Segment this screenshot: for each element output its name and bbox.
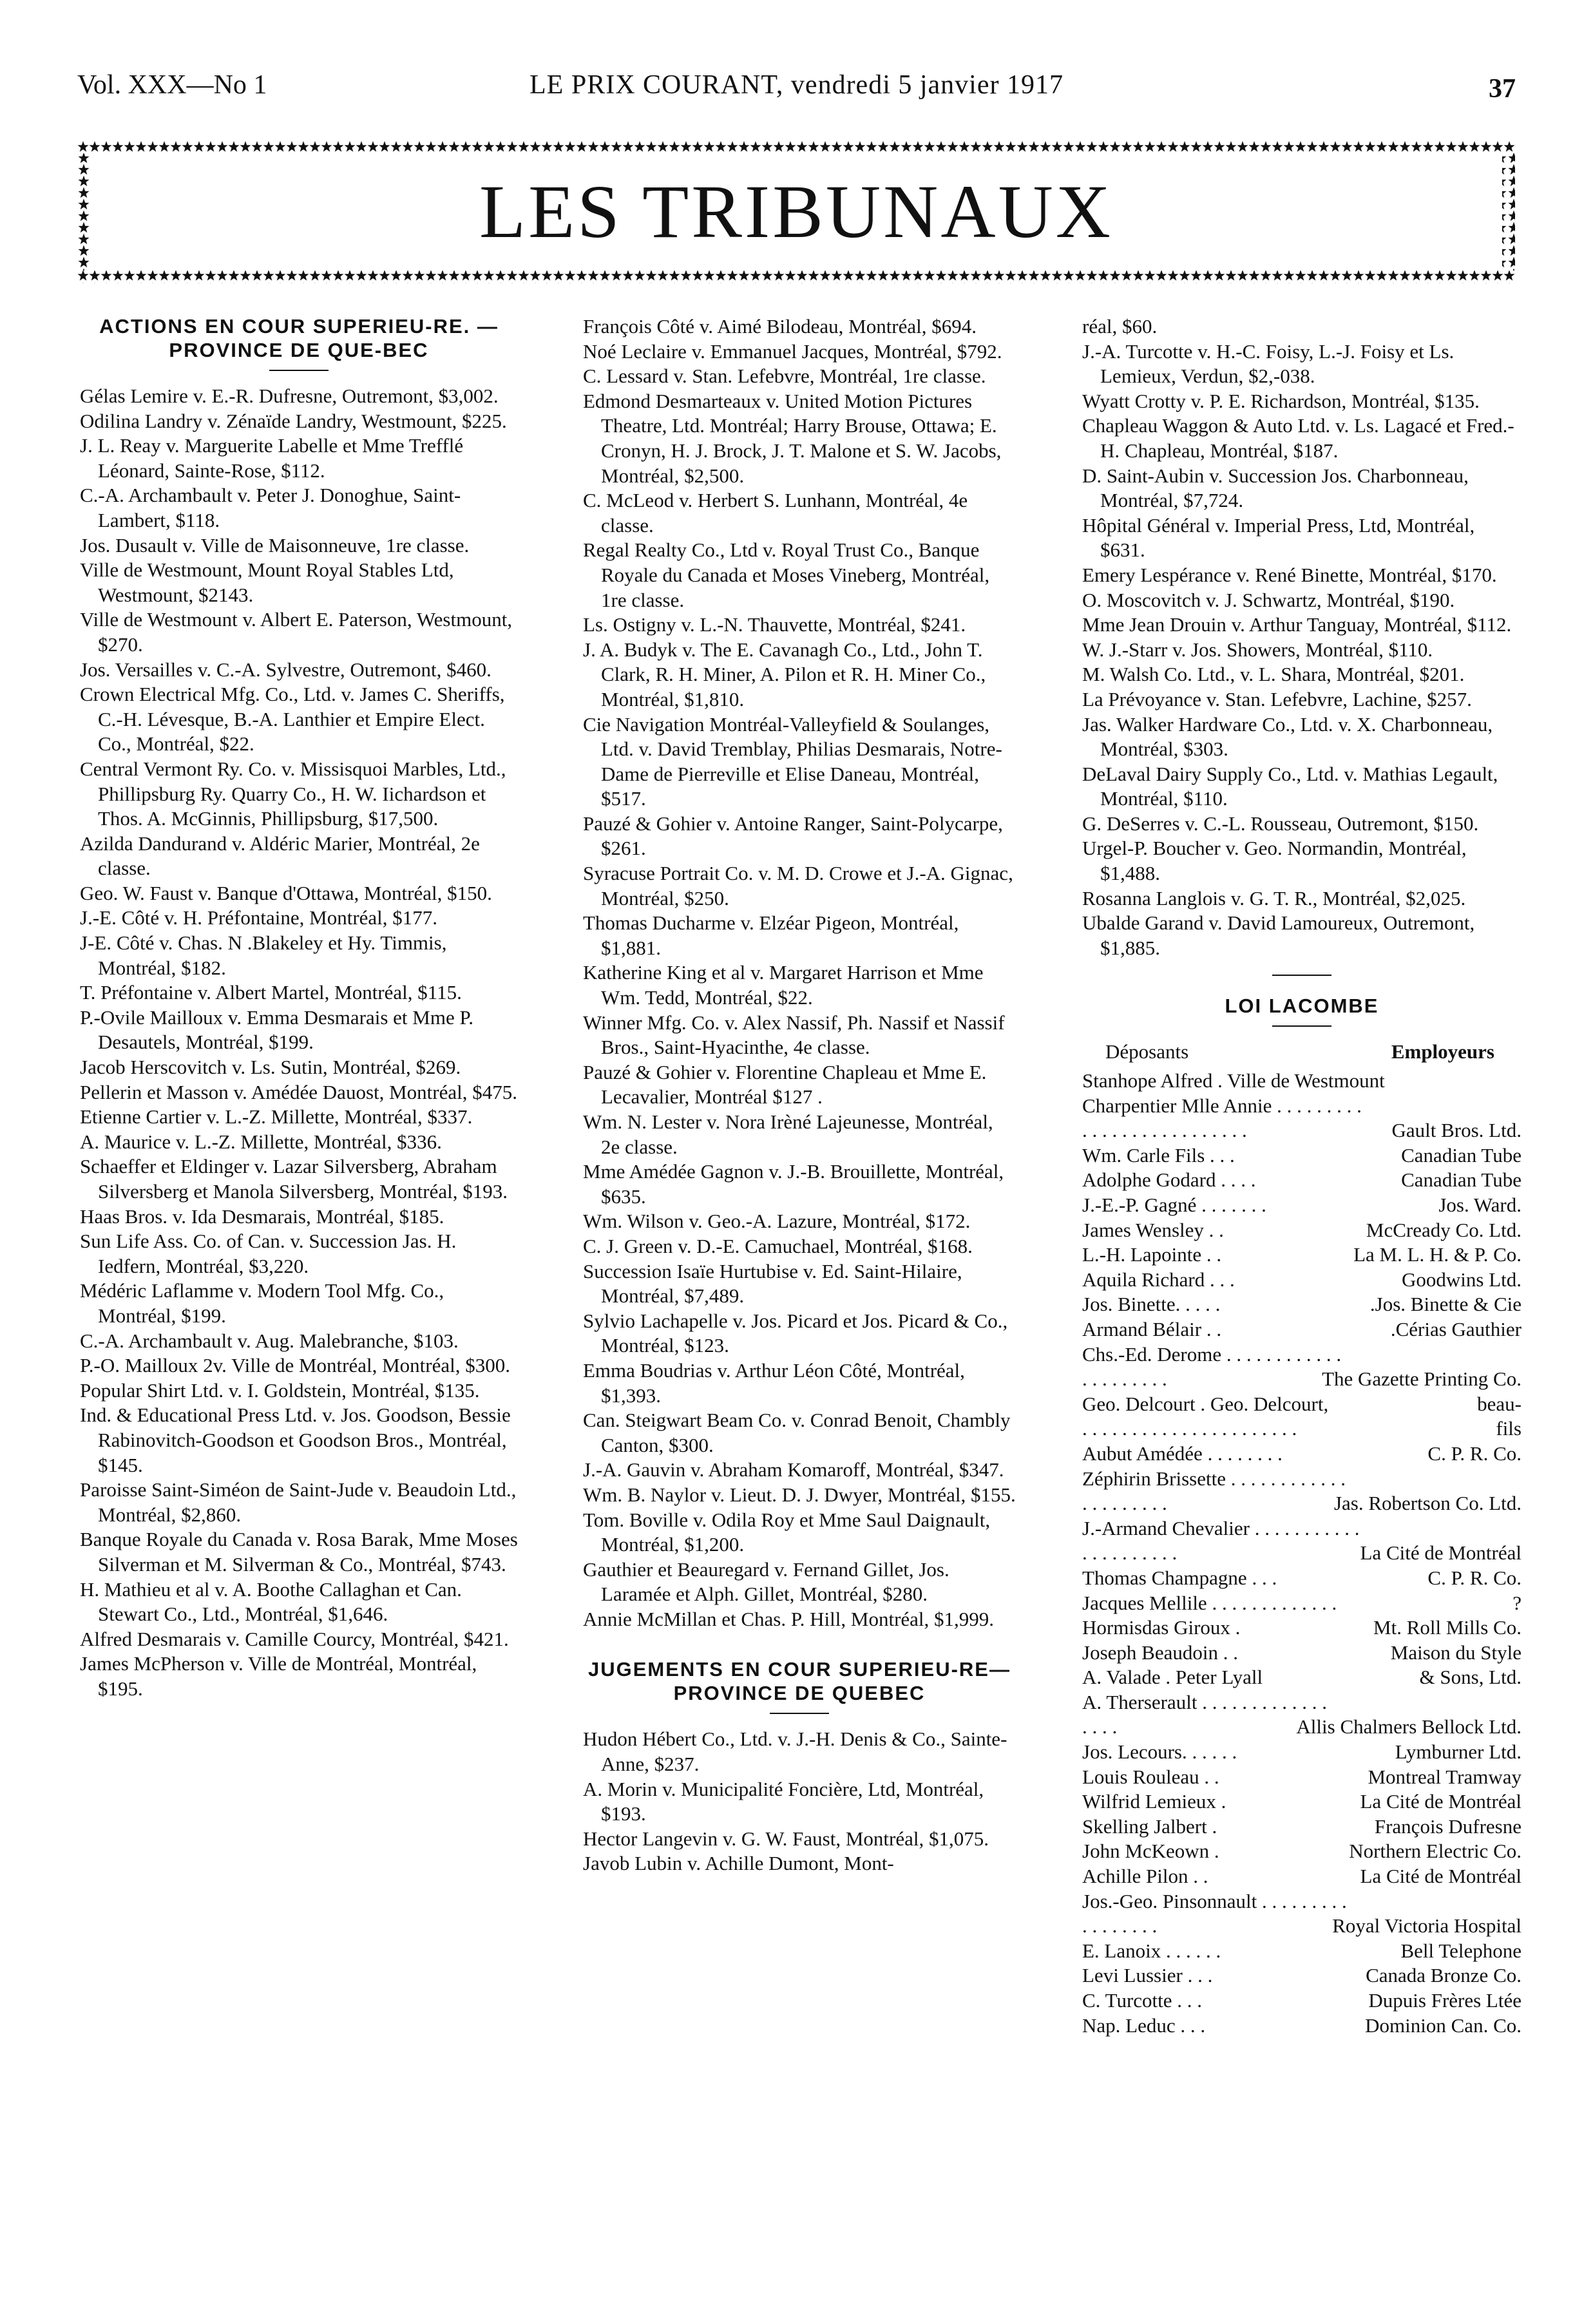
court-entry: Azilda Dandurand v. Aldéric Marier, Montréal, 2e classe.: [80, 832, 480, 880]
employeur-name: & Sons, Ltd.: [1419, 1666, 1521, 1689]
deposant-name: Joseph Beaudoin . .: [1082, 1641, 1238, 1664]
court-entry: Ind. & Educational Press Ltd. v. Jos. Goodson, Bessie Rabinovitch-Goodson et Goodson Bros., Montréal, $145.: [80, 1404, 511, 1476]
court-entry: Jacob Herscovitch v. Ls. Sutin, Montréal, $269.: [80, 1056, 461, 1079]
court-entry: Emery Lespérance v. René Binette, Montréal, $170.: [1082, 563, 1497, 586]
employeur-name: .Jos. Binette & Cie: [1369, 1293, 1521, 1316]
deposant-name: . . . . . . . . .: [1082, 1492, 1167, 1515]
deposant-name: Aubut Amédée . . . . . . . .: [1082, 1442, 1283, 1465]
court-entry: Mme Jean Drouin v. Arthur Tanguay, Montréal, $112.: [1082, 613, 1512, 636]
court-entry: Ubalde Garand v. David Lamoureux, Outremont, $1,885.: [1082, 911, 1475, 959]
loi-lacombe-heading: LOI LACOMBE: [1225, 995, 1379, 1018]
deposant-name: Hormisdas Giroux .: [1082, 1616, 1241, 1639]
employeur-name: La M. L. H. & P. Co.: [1353, 1243, 1521, 1266]
col3-jugement-entries: [1082, 314, 1521, 960]
court-entry: Annie McMillan et Chas. P. Hill, Montréal, $1,999.: [583, 1607, 995, 1630]
court-entry: Popular Shirt Ltd. v. I. Goldstein, Montréal, $135.: [80, 1378, 480, 1402]
deposant-name: L.-H. Lapointe . .: [1082, 1243, 1222, 1266]
deposant-name: Thomas Champagne . . .: [1082, 1566, 1277, 1589]
court-entry: James McPherson v. Ville de Montréal, Montréal, $195.: [80, 1652, 477, 1700]
court-entry: Ls. Ostigny v. L.-N. Thauvette, Montréal, $241.: [583, 613, 966, 636]
court-entry: Edmond Desmarteaux v. United Motion Pictures Theatre, Ltd. Montréal; Harry Brouse, Ottawa; E. Cronyn, H. J. Brock, J. T. Malone et S. W. Jacobs, Montréal, $2,500.: [583, 389, 1002, 487]
heading-rule: [1272, 1025, 1331, 1027]
court-entry: Regal Realty Co., Ltd v. Royal Trust Co., Banque Royale du Canada et Moses Vineberg, Montréal, 1re classe.: [583, 538, 990, 611]
employeur-name: Maison du Style: [1390, 1641, 1521, 1664]
lacombe-row: [1082, 1467, 1521, 1492]
deposant-name: Chs.-Ed. Derome . . . . . . . . . . . .: [1082, 1342, 1342, 1366]
court-entry: Central Vermont Ry. Co. v. Missisquoi Marbles, Ltd., Phillipsburg Ry. Quarry Co., H. W. Iichardson et Thos. A. McGinnis, Phillipsburg, $17,500.: [80, 757, 506, 830]
lacombe-row: [1082, 1268, 1521, 1293]
employeur-name: Mt. Roll Mills Co.: [1373, 1616, 1521, 1639]
lacombe-row: [1082, 1690, 1521, 1715]
court-entry: Haas Bros. v. Ida Desmarais, Montréal, $185.: [80, 1205, 444, 1228]
court-entry: Winner Mfg. Co. v. Alex Nassif, Ph. Nassif et Nassif Bros., Saint-Hyacinthe, 4e classe.: [583, 1011, 1005, 1059]
court-entry: Mme Amédée Gagnon v. J.-B. Brouillette, Montréal, $635.: [583, 1160, 1004, 1208]
deposant-name: Jos.-Geo. Pinsonnault . . . . . . . . .: [1082, 1889, 1347, 1912]
court-entry: Hudon Hébert Co., Ltd. v. J.-H. Denis & Co., Sainte-Anne, $237.: [583, 1728, 1007, 1776]
deposant-name: Jos. Lecours. . . . . .: [1082, 1740, 1237, 1764]
lacombe-row: [1082, 1889, 1521, 1914]
deposant-name: John McKeown .: [1082, 1840, 1219, 1863]
court-entry: Médéric Laflamme v. Modern Tool Mfg. Co., Montréal, $199.: [80, 1279, 444, 1327]
lacombe-row: [1082, 1864, 1521, 1889]
court-entry: Paroisse Saint-Siméon de Saint-Jude v. Beaudoin Ltd., Montréal, $2,860.: [80, 1478, 517, 1526]
employeur-name: The Gazette Printing Co.: [1322, 1367, 1521, 1391]
lacombe-row: [1082, 1143, 1521, 1168]
court-entry: A. Maurice v. L.-Z. Millette, Montréal, $336.: [80, 1130, 442, 1153]
lacombe-row: [1082, 1516, 1521, 1541]
lacombe-row: [1082, 1765, 1521, 1790]
lacombe-row: [1082, 1392, 1521, 1417]
jugements-heading: JUGEMENTS EN COUR SUPERIEU-RE—PROVINCE DE QUEBEC: [588, 1658, 1011, 1705]
lacombe-row: [1082, 1715, 1521, 1740]
actions-heading: ACTIONS EN COUR SUPERIEU-RE. — PROVINCE DE QUE-BEC: [99, 315, 499, 361]
court-entry: Alfred Desmarais v. Camille Courcy, Montréal, $421.: [80, 1627, 509, 1650]
employeur-name: Royal Victoria Hospital: [1332, 1914, 1521, 1938]
lacombe-row: [1082, 1839, 1521, 1864]
lacombe-row: [1082, 1914, 1521, 1939]
lacombe-row: [1082, 1243, 1521, 1268]
court-entry: H. Mathieu et al v. A. Boothe Callaghan et Can. Stewart Co., Ltd., Montréal, $1,646.: [80, 1577, 462, 1626]
court-entry: Geo. W. Faust v. Banque d'Ottawa, Montréal, $150.: [80, 881, 492, 904]
employeur-name: Montreal Tramway: [1368, 1765, 1521, 1788]
lacombe-row: [1082, 1988, 1521, 2014]
employeur-name: Dupuis Frères Ltée: [1368, 1989, 1521, 2012]
publication-line: LE PRIX COURANT, vendredi 5 janvier 1917: [529, 70, 1064, 100]
employeur-name: La Cité de Montréal: [1360, 1541, 1521, 1565]
col2-action-entries: [583, 314, 1016, 1632]
deposant-name: . . . . . . . . . . . . . . . . .: [1082, 1119, 1247, 1142]
court-entry: Noé Leclaire v. Emmanuel Jacques, Montréal, $792.: [583, 339, 1002, 363]
lacombe-row: [1082, 1367, 1521, 1392]
court-entry: P.-O. Mailloux 2v. Ville de Montréal, Montréal, $300.: [80, 1354, 510, 1377]
court-entry: C. Lessard v. Stan. Lefebvre, Montréal, 1re classe.: [583, 365, 986, 388]
employeur-name: Canada Bronze Co.: [1366, 1964, 1521, 1987]
running-head: [77, 70, 1516, 108]
court-entry: Syracuse Portrait Co. v. M. D. Crowe et J.-A. Gignac, Montréal, $250.: [583, 862, 1013, 910]
deposant-name: E. Lanoix . . . . . .: [1082, 1939, 1221, 1962]
deposant-name: . . . . . . . .: [1082, 1914, 1158, 1938]
deposant-name: Charpentier Mlle Annie . . . . . . . . .: [1082, 1094, 1362, 1117]
court-entry: Jos. Dusault v. Ville de Maisonneuve, 1re classe.: [80, 533, 470, 557]
court-entry: T. Préfontaine v. Albert Martel, Montréal, $115.: [80, 981, 462, 1004]
court-entry: C.-A. Archambault v. Peter J. Donoghue, Saint-Lambert, $118.: [80, 484, 461, 531]
court-entry: Rosanna Langlois v. G. T. R., Montréal, $2,025.: [1082, 886, 1466, 910]
lacombe-row: [1082, 1665, 1521, 1690]
court-entry: P.-Ovile Mailloux v. Emma Desmarais et Mme P. Desautels, Montréal, $199.: [80, 1005, 474, 1054]
employeur-name: Dominion Can. Co.: [1365, 2014, 1521, 2037]
court-entry: Wm. Wilson v. Geo.-A. Lazure, Montréal, $172.: [583, 1210, 971, 1233]
court-entry: Pellerin et Masson v. Amédée Dauost, Montréal, $475.: [80, 1080, 518, 1103]
deposant-name: . . . . . . . . .: [1082, 1367, 1167, 1391]
court-entry: C. McLeod v. Herbert S. Lunhann, Montréal, 4e classe.: [583, 489, 968, 537]
deposant-name: Wm. Carle Fils . . .: [1082, 1143, 1235, 1167]
court-entry: Gauthier et Beauregard v. Fernand Gillet, Jos. Laramée et Alph. Gillet, Montréal, $280.: [583, 1557, 949, 1606]
lacombe-row: [1082, 1615, 1521, 1641]
deposant-name: James Wensley . .: [1082, 1218, 1224, 1241]
court-entry: Pauzé & Gohier v. Florentine Chapleau et Mme E. Lecavalier, Montréal $127 .: [583, 1060, 987, 1109]
court-entry: C.-A. Archambault v. Aug. Malebranche, $103.: [80, 1329, 459, 1352]
lacombe-row: [1082, 1641, 1521, 1666]
court-entry: Chapleau Waggon & Auto Ltd. v. Ls. Lagacé et Fred.-H. Chapleau, Montréal, $187.: [1082, 414, 1514, 462]
employeur-name: Gault Bros. Ltd.: [1391, 1119, 1521, 1142]
lacombe-row: [1082, 1292, 1521, 1317]
court-entry: G. DeSerres v. C.-L. Rousseau, Outremont, $150.: [1082, 812, 1479, 835]
heading-rule: [269, 370, 329, 371]
court-entry: Jos. Versailles v. C.-A. Sylvestre, Outremont, $460.: [80, 658, 491, 681]
court-entry: J.-A. Gauvin v. Abraham Komaroff, Montréal, $347.: [583, 1458, 1004, 1481]
court-entry: J. L. Reay v. Marguerite Labelle et Mme Trefflé Léonard, Sainte-Rose, $112.: [80, 434, 464, 482]
court-entry: Etienne Cartier v. L.-Z. Millette, Montréal, $337.: [80, 1105, 473, 1129]
lacombe-row: [1082, 1193, 1521, 1218]
deposant-name: J.-Armand Chevalier . . . . . . . . . . .: [1082, 1516, 1360, 1539]
deposant-name: Louis Rouleau . .: [1082, 1765, 1219, 1788]
employeur-name: beau-: [1477, 1392, 1521, 1415]
employeur-name: La Cité de Montréal: [1360, 1790, 1521, 1813]
court-entry: Ville de Westmount, Mount Royal Stables Ltd, Westmount, $2143.: [80, 558, 454, 606]
deposant-name: Wilfrid Lemieux .: [1082, 1790, 1226, 1813]
banner-title: LES TRIBUNAUX: [479, 169, 1113, 254]
court-entry: Gélas Lemire v. E.-R. Dufresne, Outremont, $3,002.: [80, 385, 499, 407]
court-entry: Cie Navigation Montréal-Valleyfield & Soulanges, Ltd. v. David Tremblay, Philias Desmarais, Notre-Dame de Pierreville et Elise Daneau, Montréal, $517.: [583, 712, 1002, 810]
employeurs-label: Employeurs: [1391, 1040, 1494, 1063]
deposant-name: A. Therserault . . . . . . . . . . . . .: [1082, 1690, 1327, 1713]
court-entry: M. Walsh Co. Ltd., v. L. Shara, Montréal, $201.: [1082, 663, 1465, 686]
court-entry: Hôpital Général v. Imperial Press, Ltd, Montréal, $631.: [1082, 513, 1475, 562]
deposants-label: Déposants: [1105, 1040, 1189, 1063]
deposant-name: C. Turcotte . . .: [1082, 1989, 1203, 2012]
heading-rule: [770, 1713, 829, 1714]
employeur-name: Jas. Robertson Co. Ltd.: [1333, 1492, 1521, 1515]
court-entry: Thomas Ducharme v. Elzéar Pigeon, Montréal, $1,881.: [583, 911, 959, 959]
employeur-name: Canadian Tube: [1401, 1168, 1521, 1192]
deposant-name: Skelling Jalbert .: [1082, 1814, 1217, 1838]
lacombe-row: [1082, 1814, 1521, 1840]
court-entry: Can. Steigwart Beam Co. v. Conrad Benoit, Chambly Canton, $300.: [583, 1409, 1011, 1456]
employeur-name: ?: [1512, 1591, 1521, 1614]
court-entry: Wyatt Crotty v. P. E. Richardson, Montréal, $135.: [1082, 389, 1480, 412]
column-3: [1082, 314, 1521, 2038]
court-entry: réal, $60.: [1082, 315, 1158, 338]
col2-jugement-entries: [583, 1727, 1016, 1876]
employeur-name: McCready Co. Ltd.: [1366, 1218, 1521, 1241]
column-2: [583, 314, 1016, 1876]
loi-lacombe-column-heads: [1082, 1040, 1521, 1065]
court-entry: DeLaval Dairy Supply Co., Ltd. v. Mathias Legault, Montréal, $110.: [1082, 762, 1498, 810]
deposant-name: Jos. Binette. . . . .: [1082, 1293, 1221, 1316]
court-entry: A. Morin v. Municipalité Foncière, Ltd, Montréal, $193.: [583, 1777, 984, 1825]
employeur-name: Northern Electric Co.: [1349, 1840, 1521, 1863]
court-entry: J.-E. Côté v. H. Préfontaine, Montréal, $177.: [80, 906, 438, 929]
page-number: 37: [1489, 74, 1516, 104]
court-entry: La Prévoyance v. Stan. Lefebvre, Lachine, $257.: [1082, 687, 1472, 710]
court-entry: J. A. Budyk v. The E. Cavanagh Co., Ltd., John T. Clark, R. H. Miner, A. Pilon et R. H. Miner Co., Montréal, $1,810.: [583, 638, 986, 710]
court-entry: Wm. N. Lester v. Nora Irèné Lajeunesse, Montréal, 2e classe.: [583, 1110, 993, 1158]
court-entry: Katherine King et al v. Margaret Harrison et Mme Wm. Tedd, Montréal, $22.: [583, 961, 984, 1009]
lacombe-row: [1082, 1094, 1521, 1119]
lacombe-row: [1082, 1342, 1521, 1367]
court-entry: Urgel-P. Boucher v. Geo. Normandin, Montréal, $1,488.: [1082, 837, 1467, 885]
deposant-name: Adolphe Godard . . . .: [1082, 1168, 1256, 1192]
court-entry: D. Saint-Aubin v. Succession Jos. Charbonneau, Montréal, $7,724.: [1082, 464, 1469, 512]
court-entry: C. J. Green v. D.-E. Camuchael, Montréal, $168.: [583, 1234, 973, 1257]
lacombe-row: [1082, 1442, 1521, 1467]
court-entry: Pauzé & Gohier v. Antoine Ranger, Saint-Polycarpe, $261.: [583, 812, 1003, 860]
court-entry: J.-A. Turcotte v. H.-C. Foisy, L.-J. Foisy et Ls. Lemieux, Verdun, $2,-038.: [1082, 339, 1455, 388]
employeur-name: .Cérias Gauthier: [1390, 1317, 1521, 1340]
lacombe-row: [1082, 1118, 1521, 1143]
court-entry: Sun Life Ass. Co. of Can. v. Succession Jas. H. Iedfern, Montréal, $3,220.: [80, 1230, 457, 1277]
deposant-name: A. Valade . Peter Lyall: [1082, 1666, 1263, 1689]
court-entry: Crown Electrical Mfg. Co., Ltd. v. James C. Sheriffs, C.-H. Lévesque, B.-A. Lanthier et Empire Elect. Co., Montréal, $22.: [80, 683, 505, 756]
deposant-name: Armand Bélair . .: [1082, 1317, 1222, 1340]
deposant-name: Aquila Richard . . .: [1082, 1268, 1235, 1291]
court-entry: J-E. Côté v. Chas. N .Blakeley et Hy. Timmis, Montréal, $182.: [80, 931, 447, 979]
lacombe-row: [1082, 1789, 1521, 1814]
deposant-name: Levi Lussier . . .: [1082, 1964, 1213, 1987]
loi-lacombe-rows: [1082, 1069, 1521, 2038]
employeur-name: Goodwins Ltd.: [1402, 1268, 1521, 1291]
lacombe-row: [1082, 1218, 1521, 1243]
court-entry: Emma Boudrias v. Arthur Léon Côté, Montréal, $1,393.: [583, 1358, 965, 1407]
court-entry: Javob Lubin v. Achille Dumont, Mont-: [583, 1852, 894, 1875]
lacombe-row: [1082, 1416, 1521, 1442]
employeur-name: Jos. Ward.: [1438, 1194, 1521, 1216]
employeur-name: Canadian Tube: [1401, 1143, 1521, 1167]
deposant-name: J.-E.-P. Gagné . . . . . . .: [1082, 1194, 1266, 1216]
lacombe-row: [1082, 1566, 1521, 1591]
deposant-name: Geo. Delcourt . Geo. Delcourt,: [1082, 1392, 1329, 1415]
lacombe-row: [1082, 1591, 1521, 1616]
court-entry: Sylvio Lachapelle v. Jos. Picard et Jos. Picard & Co., Montréal, $123.: [583, 1309, 1008, 1357]
section-rule: [1272, 975, 1331, 976]
employeur-name: La Cité de Montréal: [1360, 1865, 1521, 1888]
lacombe-row: [1082, 1317, 1521, 1342]
court-entry: Tom. Boville v. Odila Roy et Mme Saul Daignault, Montréal, $1,200.: [583, 1508, 991, 1556]
court-entry: O. Moscovitch v. J. Schwartz, Montréal, $190.: [1082, 588, 1455, 611]
lacombe-row: [1082, 1069, 1521, 1094]
employeur-name: C. P. R. Co.: [1427, 1442, 1521, 1465]
employeur-name: Lymburner Ltd.: [1395, 1740, 1521, 1764]
court-entry: Jas. Walker Hardware Co., Ltd. v. X. Charbonneau, Montréal, $303.: [1082, 712, 1493, 761]
deposant-name: . . . . . . . . . .: [1082, 1541, 1178, 1565]
court-entry: François Côté v. Aimé Bilodeau, Montréal, $694.: [583, 315, 977, 338]
section-gap: [583, 1632, 1016, 1657]
lacombe-row: [1082, 1740, 1521, 1765]
deposant-name: Nap. Leduc . . .: [1082, 2014, 1206, 2037]
deposant-name: . . . . . . . . . . . . . . . . . . . . . .: [1082, 1417, 1297, 1440]
col1-entries: [80, 384, 518, 1701]
section-banner: [77, 140, 1515, 283]
court-entry: Banque Royale du Canada v. Rosa Barak, Mme Moses Silverman et M. Silverman & Co., Montréal, $743.: [80, 1528, 518, 1576]
employeur-name: fils: [1496, 1417, 1521, 1440]
employeur-name: François Dufresne: [1374, 1814, 1521, 1838]
employeur-name: Bell Telephone: [1400, 1939, 1521, 1962]
lacombe-row: [1082, 1491, 1521, 1516]
lacombe-row: [1082, 1541, 1521, 1566]
deposant-name: Stanhope Alfred . Ville de Westmount: [1082, 1069, 1385, 1092]
deposant-name: Zéphirin Brissette . . . . . . . . . . . .: [1082, 1467, 1346, 1490]
court-entry: Ville de Westmount v. Albert E. Paterson, Westmount, $270.: [80, 608, 513, 656]
column-1: [80, 314, 518, 1701]
employeur-name: Allis Chalmers Bellock Ltd.: [1296, 1715, 1521, 1738]
lacombe-row: [1082, 1168, 1521, 1193]
deposant-name: Achille Pilon . .: [1082, 1865, 1208, 1888]
court-entry: Schaeffer et Eldinger v. Lazar Silversberg, Abraham Silversberg et Manola Silversberg, Montréal, $193.: [80, 1155, 508, 1203]
lacombe-row: [1082, 1963, 1521, 1988]
court-entry: Hector Langevin v. G. W. Faust, Montréal, $1,075.: [583, 1827, 989, 1850]
employeur-name: C. P. R. Co.: [1427, 1566, 1521, 1589]
court-entry: Wm. B. Naylor v. Lieut. D. J. Dwyer, Montréal, $155.: [583, 1483, 1016, 1506]
court-entry: W. J.-Starr v. Jos. Showers, Montréal, $110.: [1082, 638, 1433, 661]
deposant-name: Jacques Mellile . . . . . . . . . . . . .: [1082, 1591, 1337, 1614]
deposant-name: . . . .: [1082, 1715, 1118, 1738]
volume-number: Vol. XXX—No 1: [77, 70, 267, 100]
court-entry: Succession Isaïe Hurtubise v. Ed. Saint-Hilaire, Montréal, $7,489.: [583, 1259, 962, 1308]
lacombe-row: [1082, 2014, 1521, 2039]
court-entry: Odilina Landry v. Zénaïde Landry, Westmount, $225.: [80, 409, 507, 432]
lacombe-row: [1082, 1939, 1521, 1964]
